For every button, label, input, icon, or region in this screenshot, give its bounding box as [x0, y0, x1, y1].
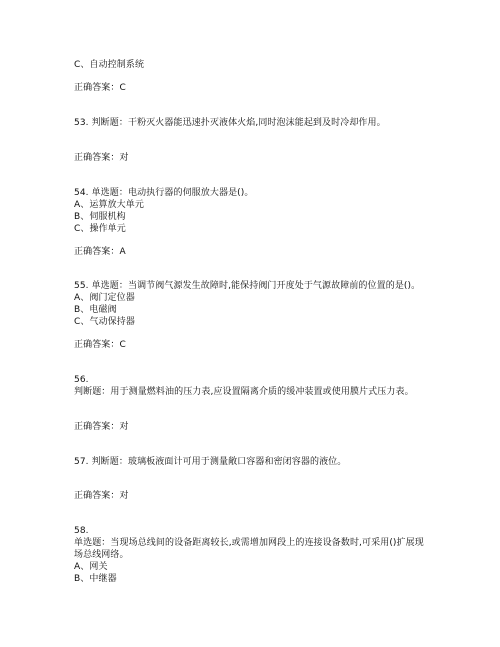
option-c-q55: C、气动保持器 [74, 317, 135, 327]
question-54: 54. 单选题：电动执行器的伺服放大器是()。 [74, 188, 254, 198]
question-53: 53. 判断题：干粉灭火器能迅速扑灭液体火焰,同时泡沫能起到及时冷却作用。 [74, 118, 386, 128]
question-55: 55. 单选题：当调节阀气源发生故障时,能保持阀门开度处于气源故障前的位置的是()。 [74, 281, 421, 291]
option-b-q55: B、电磁阀 [74, 305, 117, 315]
option-a-q54: A、运算放大单元 [74, 200, 144, 210]
answer-q53: 正确答案：对 [74, 153, 129, 163]
option-a-q55: A、阀门定位器 [74, 293, 135, 303]
answer-q55: 正确答案：C [74, 340, 126, 350]
option-c-q54: C、操作单元 [74, 224, 126, 234]
answer-q57: 正确答案：对 [74, 491, 129, 501]
question-58-number: 58. [74, 526, 89, 536]
question-56: 判断题：用于测量燃料油的压力表,应设置隔离介质的缓冲装置或使用膜片式压力表。 [74, 387, 414, 397]
answer-q54: 正确答案：A [74, 247, 126, 257]
question-58-line2: 场总线网络。 [74, 550, 129, 560]
answer-q52: 正确答案：C [74, 83, 126, 93]
option-b-q58: B、中继器 [74, 574, 117, 584]
question-56-number: 56. [74, 375, 89, 385]
question-57: 57. 判断题：玻璃板液面计可用于测量敞口容器和密闭容器的液位。 [74, 457, 347, 467]
option-c-q52: C、自动控制系统 [74, 60, 145, 70]
question-58-line1: 单选题：当现场总线间的设备距离较长,或需增加网段上的连接设备数时,可采用()扩展现 [74, 538, 424, 548]
option-a-q58: A、网关 [74, 562, 108, 572]
answer-q56: 正确答案：对 [74, 422, 129, 432]
option-b-q54: B、伺服机构 [74, 212, 126, 222]
